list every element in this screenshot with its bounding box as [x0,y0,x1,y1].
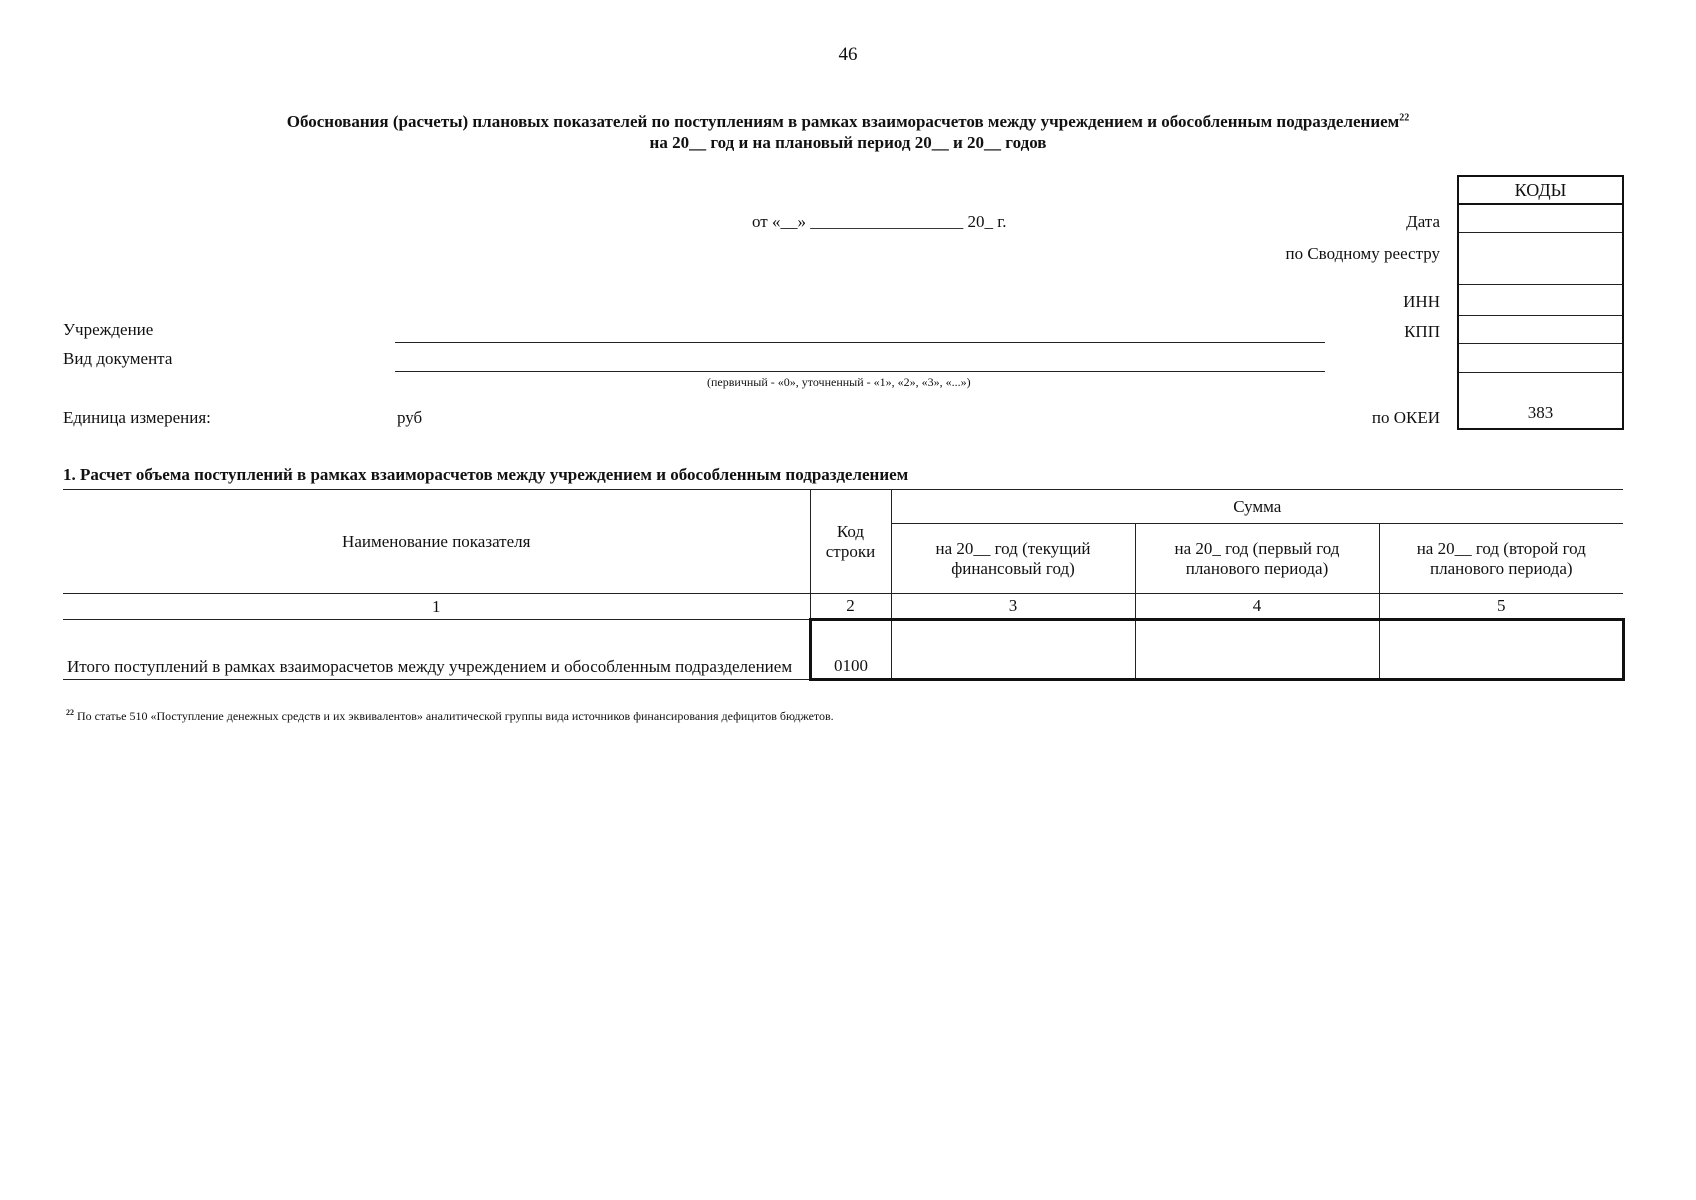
code-value-date[interactable] [1459,205,1622,233]
header-name: Наименование показателя [63,490,810,594]
document-title [0,112,1696,132]
institution-input-line[interactable] [395,342,1325,343]
doc-type-input-line[interactable] [395,371,1325,372]
header-sum: Сумма [891,490,1623,524]
footnote [66,708,834,724]
page-number: 46 [838,44,858,65]
title-line-1: Обоснования (расчеты) плановых показателей по поступлениям в рамках взаиморасчетов между учреждением и обособленным подразделением [286,112,1400,131]
doc-type-label: Вид документа [63,349,173,368]
code-value-doctype[interactable] [1459,344,1622,373]
header-year-first: на 20_ год (первый год планового периода) [1135,524,1379,594]
code-label-registry: по Сводному реестру [1285,244,1440,263]
header-year-current: на 20__ год (текущий финансовый год) [891,524,1135,594]
codes-box [1457,175,1624,430]
header-code: Код строки [810,490,891,594]
title-period: на 20__ год и на плановый период 20__ и 20__ годов [649,133,1047,152]
col-number-4: 4 [1135,594,1379,620]
row-name: Итого поступлений в рамках взаиморасчетов между учреждением и обособленным подразделением [63,620,810,680]
calc-table [63,489,1625,681]
table-row [63,620,1623,680]
section-title: 1. Расчет объема поступлений в рамках взаиморасчетов между учреждением и обособленным подразделением [63,465,909,484]
code-label-inn: ИНН [1403,292,1440,311]
footnote-mark: 22 [66,708,74,717]
row-value-year-first[interactable] [1135,620,1379,680]
row-value-year-current[interactable] [891,620,1135,680]
row-code: 0100 [810,620,891,680]
date-line: от «__» __________________ 20_ г. [752,212,1007,231]
unit-value: руб [397,408,423,427]
code-label-kpp: КПП [1404,322,1440,341]
col-number-5: 5 [1379,594,1623,620]
code-value-okei[interactable]: 383 [1527,403,1554,422]
code-label-okei: по ОКЕИ [1371,408,1440,427]
code-value-kpp[interactable] [1459,316,1622,344]
codes-header: КОДЫ [1459,177,1622,205]
col-number-3: 3 [891,594,1135,620]
title-footnote-ref: 22 [1399,112,1410,124]
code-label-date: Дата [1406,212,1440,231]
institution-label: Учреждение [63,320,154,339]
code-value-inn[interactable] [1459,285,1622,316]
row-value-year-second[interactable] [1379,620,1623,680]
col-number-1: 1 [63,594,810,620]
unit-label: Единица измерения: [63,408,211,427]
header-year-second: на 20__ год (второй год планового периода) [1379,524,1623,594]
footnote-text: По статье 510 «Поступление денежных средств и их эквивалентов» аналитической группы вида источников финансирования дефицитов бюджетов. [74,709,834,723]
doc-type-hint: (первичный - «0», уточненный - «1», «2», «3», «...») [707,375,971,389]
col-number-2: 2 [810,594,891,620]
code-value-registry[interactable] [1459,233,1622,285]
